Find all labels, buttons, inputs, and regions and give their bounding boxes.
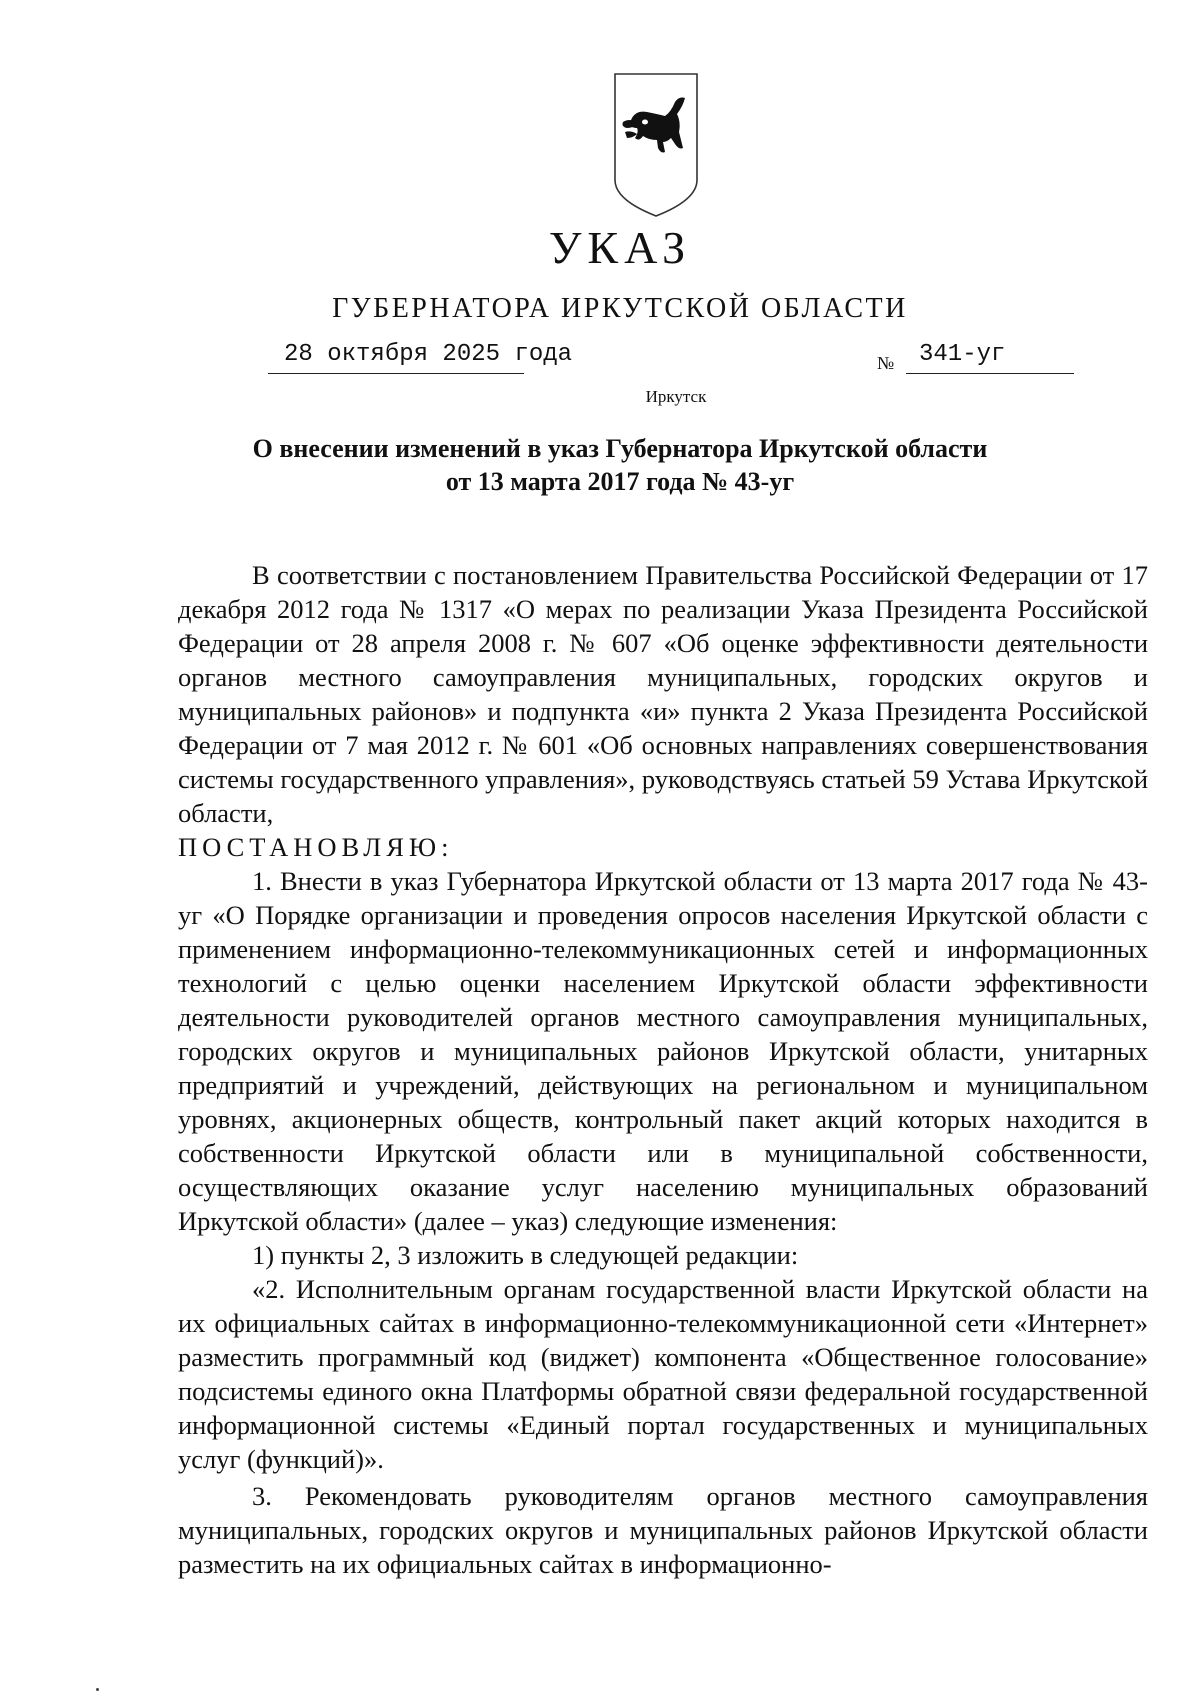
document-issuer: ГУБЕРНАТОРА ИРКУТСКОЙ ОБЛАСТИ bbox=[332, 293, 908, 324]
heading-line-1: О внесении изменений в указ Губернатора Иркутской области bbox=[252, 434, 988, 463]
document-number: 341-уг bbox=[919, 341, 1006, 368]
scan-speck bbox=[96, 1688, 99, 1691]
subitem-1-paragraph: 1) пункты 2, 3 изложить в следующей редакции: bbox=[252, 1240, 799, 1270]
resolve-word: ПОСТАНОВЛЯЮ: bbox=[178, 832, 454, 862]
document-city: Иркутск bbox=[645, 387, 707, 406]
irkutsk-coat-of-arms-icon bbox=[613, 72, 699, 218]
point-2-paragraph: «2. Исполнительным органам государственной власти Иркутской области на их официальных сайтах в информационно-телекоммуникационной сети «Интернет» разместить программный код (виджет) компонента «Общественное голосование» подсистемы единого окна Платформы обратной связи федеральной государственной информационной системы «Единый портал государственных и муниципальных услуг (функций)». bbox=[178, 1274, 1148, 1474]
heading-line-2: от 13 марта 2017 года № 43-уг bbox=[445, 467, 795, 496]
document-body bbox=[178, 558, 1148, 1581]
item-1-paragraph: 1. Внести в указ Губернатора Иркутской области от 13 марта 2017 года № 43-уг «О Порядке организации и проведения опросов населения Иркутской области с применением информационно-телекоммуникационных сетей и информационных технологий с целью оценки населением Иркутской области эффективности деятельности руководителей органов местного самоуправления муниципальных, городских округов и муниципальных районов Иркутской области, унитарных предприятий и учреждений, действующих на региональном и муниципальном уровнях, акционерных обществ, контрольный пакет акций которых находится в собственности Иркутской области или в муниципальной собственности, осуществляющих оказание услуг населению муниципальных образований Иркутской области» (далее – указ) следующие изменения: bbox=[178, 866, 1148, 1236]
document-date: 28 октября 2025 года bbox=[284, 341, 573, 368]
number-sign: № bbox=[877, 353, 895, 373]
document-heading bbox=[0, 432, 1200, 498]
point-3-paragraph: 3. Рекомендовать руководителям органов местного самоуправления муниципальных, городских округов и муниципальных районов Иркутской области разместить на их официальных сайтах в информационно- bbox=[178, 1481, 1148, 1579]
preamble-paragraph: В соответствии с постановлением Правительства Российской Федерации от 17 декабря 2012 года № 1317 «О мерах по реализации Указа Президента Российской Федерации от 28 апреля 2008 г. № 607 «Об оценке эффективности деятельности органов местного самоуправления муниципальных, городских округов и муниципальных районов» и подпункта «и» пункта 2 Указа Президента Российской Федерации от 7 мая 2012 г. № 601 «Об основных направлениях совершенствования системы государственного управления», руководствуясь статьей 59 Устава Иркутской области, bbox=[178, 560, 1148, 828]
document-title: УКАЗ bbox=[548, 222, 692, 273]
